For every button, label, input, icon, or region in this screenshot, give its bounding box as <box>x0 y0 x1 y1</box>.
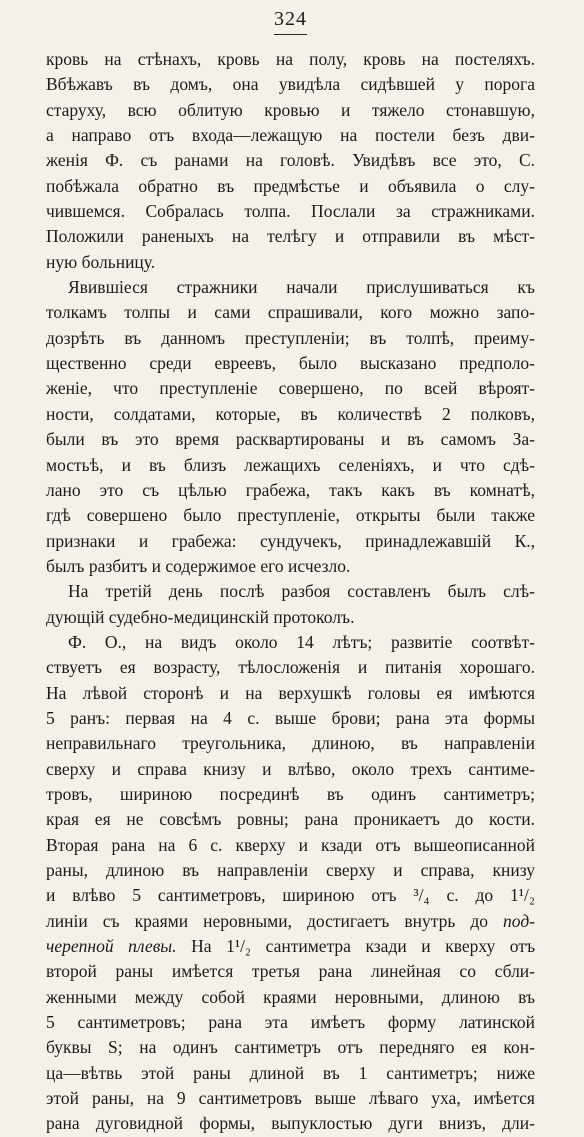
text-line: толкамъ толпы и сами спрашивали, кого можно запо- <box>46 302 535 323</box>
text-line <box>46 909 535 934</box>
text-line: чившемся. Собралась толпа. Послали за стражниками. <box>46 201 535 222</box>
text-line: женными между собой краями неровными, длиною въ <box>46 986 535 1007</box>
text-line: мостьѣ, и въ близъ лежащихъ селеніяхъ, и что сдѣ- <box>46 454 535 475</box>
text-line: 5 ранъ: первая на 4 с. выше брови; рана эта формы <box>46 707 535 728</box>
text-line: Положили раненыхъ на телѣгу и отправили въ мѣст- <box>46 226 535 247</box>
italic-text-fragment: под- <box>503 910 535 931</box>
paragraph <box>46 275 535 579</box>
text-line: а направо отъ входа—лежащую на постели безъ дви- <box>46 125 535 146</box>
text-line: второй раны имѣется третья рана линейная со сбли- <box>46 961 535 982</box>
text-line: Вторая рана на 6 с. кверху и кзади отъ вышеописанной <box>46 834 535 855</box>
text-line: кровь на стѣнахъ, кровь на полу, кровь на постеляхъ. <box>46 49 535 69</box>
italic-text-fragment: черепной плевы. <box>46 936 177 957</box>
text-line: ствуетъ ея возрасту, тѣлосложенія и питанія хорошаго. <box>46 657 535 678</box>
text-fragment: На 1¹/₂ сантиметра кзади и кверху отъ <box>191 936 535 957</box>
document-body <box>46 47 535 1137</box>
text-fragment: линіи съ краями неровными, достигаетъ внутрь до <box>46 910 488 931</box>
text-line: старуху, всю облитую кровью и тяжело стонавшую, <box>46 99 535 120</box>
text-line: Явившіеся стражники начали прислушиваться къ <box>68 277 535 298</box>
paragraph <box>46 47 535 275</box>
text-line: сверху и справа книзу и влѣво, около трехъ сантиме- <box>46 758 535 779</box>
text-line: щественно среди евреевъ, было высказано предполо- <box>46 353 535 374</box>
text-line: ную больницу. <box>46 251 156 272</box>
page-number-underline <box>274 34 307 35</box>
text-line: раны, длиною въ направленіи сверху и справа, книзу <box>46 860 535 880</box>
text-line: былъ разбитъ и содержимое его исчезло. <box>46 555 351 576</box>
page-number: 324 <box>274 8 307 30</box>
text-line: женія Ф. съ ранами на головѣ. Увидѣвъ все это, С. <box>46 150 535 171</box>
text-line: буквы S; на одинъ сантиметръ отъ передняго ея кон- <box>46 1037 535 1058</box>
text-line: Ф. О., на видъ около 14 лѣтъ; развитіе соотвѣт- <box>68 631 535 652</box>
text-line: лано это съ цѣлью грабежа, такъ какъ въ комнатѣ, <box>46 479 535 500</box>
text-line <box>46 934 535 959</box>
paragraph <box>46 579 535 630</box>
text-line: женіе, что преступленіе совершено, по всей вѣроят- <box>46 378 535 399</box>
text-line: 5 сантиметровъ; рана эта имѣетъ форму латинской <box>46 1012 535 1033</box>
text-line: гдѣ совершено было преступленіе, открыты были также <box>46 505 535 526</box>
text-line: тровъ, шириною посрединѣ въ одинъ сантиметръ; <box>46 783 535 804</box>
text-line: ца—вѣтвь этой раны длиной въ 1 сантиметръ; ниже <box>46 1062 535 1083</box>
text-line: признаки и грабежа: сундучекъ, принадлежавшій К., <box>46 530 535 551</box>
text-line: Вбѣжавъ въ домъ, она увидѣла сидѣвшей у порога <box>46 74 535 95</box>
text-line: дозрѣть въ данномъ преступленіи; въ толпѣ, преиму- <box>46 327 535 348</box>
text-line: На лѣвой сторонѣ и на верхушкѣ головы ея имѣются <box>46 682 535 703</box>
text-line: были въ это время расквартированы и въ самомъ За- <box>46 429 535 450</box>
text-line: рана дуговидной формы, выпуклостью дуги внизъ, дли- <box>46 1113 535 1134</box>
text-line: неправильнаго треугольника, длиною, въ направленіи <box>46 733 535 754</box>
text-line: побѣжала обратно въ предмѣстье и объявила о слу- <box>46 175 535 196</box>
text-line: ности, солдатами, которые, въ количествѣ 2 полковъ, <box>46 403 535 424</box>
text-line: На третій день послѣ разбоя составленъ былъ слѣ- <box>68 581 535 602</box>
text-line: края ея не совсѣмъ ровны; рана проникаетъ до кости. <box>46 809 535 830</box>
paragraph <box>46 630 535 1137</box>
text-line: дующій судебно-медицинскій протоколъ. <box>46 606 355 627</box>
text-line: и влѣво 5 сантиметровъ, шириною отъ ³/₄ с. до 1¹/₂ <box>46 885 535 906</box>
text-line: этой раны, на 9 сантиметровъ выше лѣваго уха, имѣется <box>46 1088 535 1109</box>
